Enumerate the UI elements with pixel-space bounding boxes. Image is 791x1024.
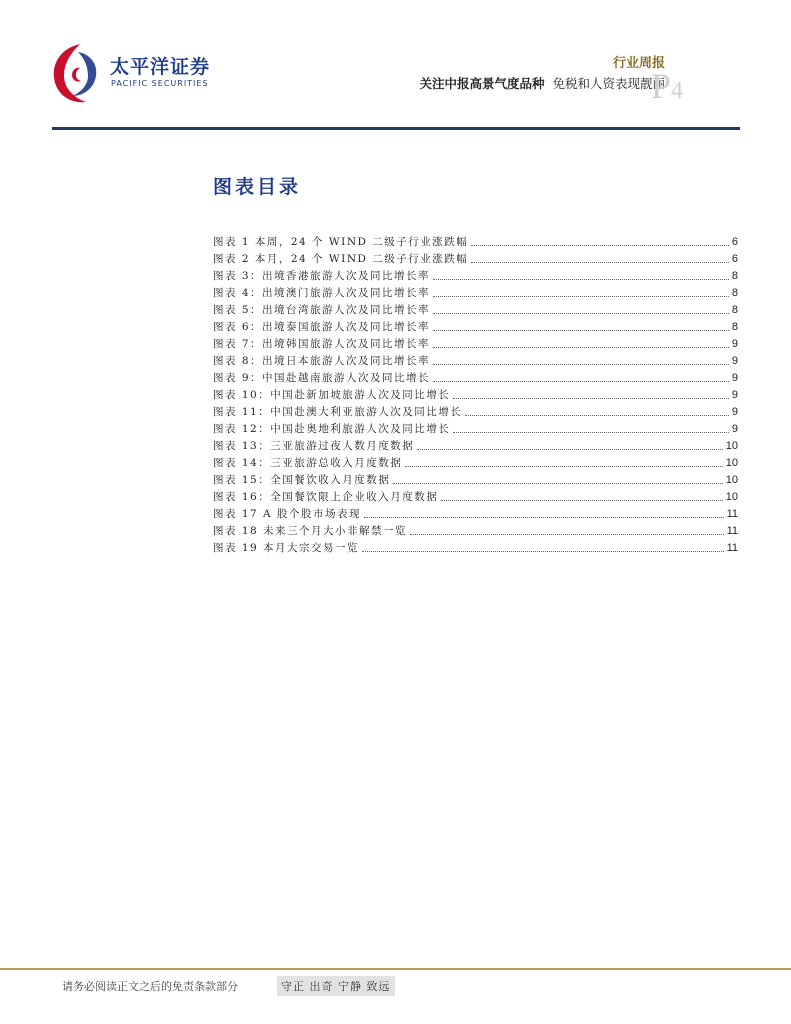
header-divider xyxy=(52,127,740,130)
toc-entry[interactable] xyxy=(213,334,738,351)
toc-dot-leader xyxy=(410,533,724,535)
toc-entry[interactable] xyxy=(213,521,738,538)
toc-entry-title[interactable]: 图表 6：出境泰国旅游人次及同比增长率 xyxy=(213,321,431,333)
toc-dot-leader xyxy=(471,244,729,246)
toc-entry-page[interactable]: 8 xyxy=(731,287,738,299)
toc-entry-page[interactable]: 6 xyxy=(731,236,738,248)
toc-entry-title[interactable]: 图表 14：三亚旅游总收入月度数据 xyxy=(213,457,403,469)
toc-entry[interactable] xyxy=(213,402,738,419)
toc-entry[interactable] xyxy=(213,317,738,334)
toc-dot-leader xyxy=(433,278,729,280)
toc-entry[interactable] xyxy=(213,487,738,504)
toc-entry[interactable] xyxy=(213,385,738,402)
toc-entry[interactable] xyxy=(213,504,738,521)
toc-entry-title[interactable]: 图表 3：出境香港旅游人次及同比增长率 xyxy=(213,270,431,282)
toc-entry-title[interactable]: 图表 1 本周，24 个 WIND 二级子行业涨跌幅 xyxy=(213,236,469,248)
footer-divider xyxy=(0,968,791,970)
logo-text-en: PACIFIC SECURITIES xyxy=(111,79,209,88)
toc-entry-title[interactable]: 图表 11：中国赴澳大利亚旅游人次及同比增长 xyxy=(213,406,463,418)
toc-entry[interactable] xyxy=(213,368,738,385)
toc-dot-leader xyxy=(417,448,723,450)
report-title-bold: 关注中报高景气度品种 xyxy=(419,76,545,91)
toc-entry-page[interactable]: 8 xyxy=(731,304,738,316)
toc-dot-leader xyxy=(405,465,723,467)
toc-entry-page[interactable]: 8 xyxy=(731,270,738,282)
toc-entry-title[interactable]: 图表 7：出境韩国旅游人次及同比增长率 xyxy=(213,338,431,350)
toc-entry-title[interactable]: 图表 13：三亚旅游过夜人数月度数据 xyxy=(213,440,415,452)
toc-dot-leader xyxy=(453,431,729,433)
toc-dot-leader xyxy=(433,312,729,314)
toc-dot-leader xyxy=(433,363,729,365)
toc-dot-leader xyxy=(433,295,729,297)
toc-entry[interactable] xyxy=(213,419,738,436)
toc-entry[interactable] xyxy=(213,249,738,266)
page-letter: P xyxy=(651,66,672,106)
toc-dot-leader xyxy=(393,482,723,484)
footer-motto: 守正 出奇 宁静 致远 xyxy=(277,976,395,996)
toc-entry[interactable] xyxy=(213,470,738,487)
toc-entry-page[interactable]: 9 xyxy=(731,372,738,384)
toc-entry-page[interactable]: 10 xyxy=(725,457,738,469)
toc-entry-page[interactable]: 9 xyxy=(731,423,738,435)
toc-dot-leader xyxy=(441,499,723,501)
toc-entry[interactable] xyxy=(213,232,738,249)
toc-dot-leader xyxy=(471,261,729,263)
toc-entry[interactable] xyxy=(213,283,738,300)
toc-dot-leader xyxy=(433,380,729,382)
report-type: 行业周报 xyxy=(612,56,665,71)
toc-entry-title[interactable]: 图表 5：出境台湾旅游人次及同比增长率 xyxy=(213,304,431,316)
toc-entry-page[interactable]: 10 xyxy=(725,491,738,503)
toc-dot-leader xyxy=(453,397,729,399)
toc-entry-page[interactable]: 9 xyxy=(731,338,738,350)
toc-entry-title[interactable]: 图表 16：全国餐饮限上企业收入月度数据 xyxy=(213,491,439,503)
toc-entry-title[interactable]: 图表 18 未来三个月大小非解禁一览 xyxy=(213,525,408,537)
toc-entry[interactable] xyxy=(213,266,738,283)
toc-entry-title[interactable]: 图表 4：出境澳门旅游人次及同比增长率 xyxy=(213,287,431,299)
company-logo xyxy=(50,42,250,106)
toc-entry-title[interactable]: 图表 8：出境日本旅游人次及同比增长率 xyxy=(213,355,431,367)
toc-entry-title[interactable]: 图表 19 本月大宗交易一览 xyxy=(213,542,360,554)
toc-entry-page[interactable]: 10 xyxy=(725,474,738,486)
toc-entry-page[interactable]: 9 xyxy=(731,355,738,367)
toc-entry[interactable] xyxy=(213,538,738,555)
toc-entry-title[interactable]: 图表 17 A 股个股市场表现 xyxy=(213,508,361,520)
toc-entry[interactable] xyxy=(213,351,738,368)
page-digit: 4 xyxy=(671,78,684,104)
toc-entry-title[interactable]: 图表 2 本月，24 个 WIND 二级子行业涨跌幅 xyxy=(213,253,469,265)
toc-entry-title[interactable]: 图表 9：中国赴越南旅游人次及同比增长 xyxy=(213,372,431,384)
toc-entry[interactable] xyxy=(213,453,738,470)
pacific-securities-logo-icon xyxy=(50,42,108,106)
toc-entry-title[interactable]: 图表 10：中国赴新加坡旅游人次及同比增长 xyxy=(213,389,451,401)
toc-dot-leader xyxy=(465,414,729,416)
toc-entry[interactable] xyxy=(213,300,738,317)
toc-entry-title[interactable]: 图表 12：中国赴奥地利旅游人次及同比增长 xyxy=(213,423,451,435)
toc-entry-title[interactable]: 图表 15：全国餐饮收入月度数据 xyxy=(213,474,391,486)
toc-entry-page[interactable]: 11 xyxy=(726,525,738,537)
toc-entry-page[interactable]: 6 xyxy=(731,253,738,265)
toc-entry-page[interactable]: 11 xyxy=(726,508,738,520)
toc-dot-leader xyxy=(433,329,729,331)
report-title xyxy=(419,74,665,92)
report-title-rest: 免税和人资表现靓丽 xyxy=(552,76,665,91)
footer-disclaimer: 请务必阅读正文之后的免责条款部分 xyxy=(62,980,238,993)
logo-text-cn: 太平洋证券 xyxy=(110,56,211,78)
toc-dot-leader xyxy=(364,516,724,518)
toc-entry-page[interactable]: 10 xyxy=(725,440,738,452)
toc-dot-leader xyxy=(362,550,724,552)
toc-entry-page[interactable]: 9 xyxy=(731,406,738,418)
toc-entry-page[interactable]: 8 xyxy=(731,321,738,333)
toc-entry-page[interactable]: 11 xyxy=(726,542,738,554)
toc-heading: 图表目录 xyxy=(213,176,302,198)
page-number xyxy=(651,66,683,111)
toc-entry-page[interactable]: 9 xyxy=(731,389,738,401)
toc-entry[interactable] xyxy=(213,436,738,453)
toc-dot-leader xyxy=(433,346,729,348)
toc-list xyxy=(213,232,738,555)
